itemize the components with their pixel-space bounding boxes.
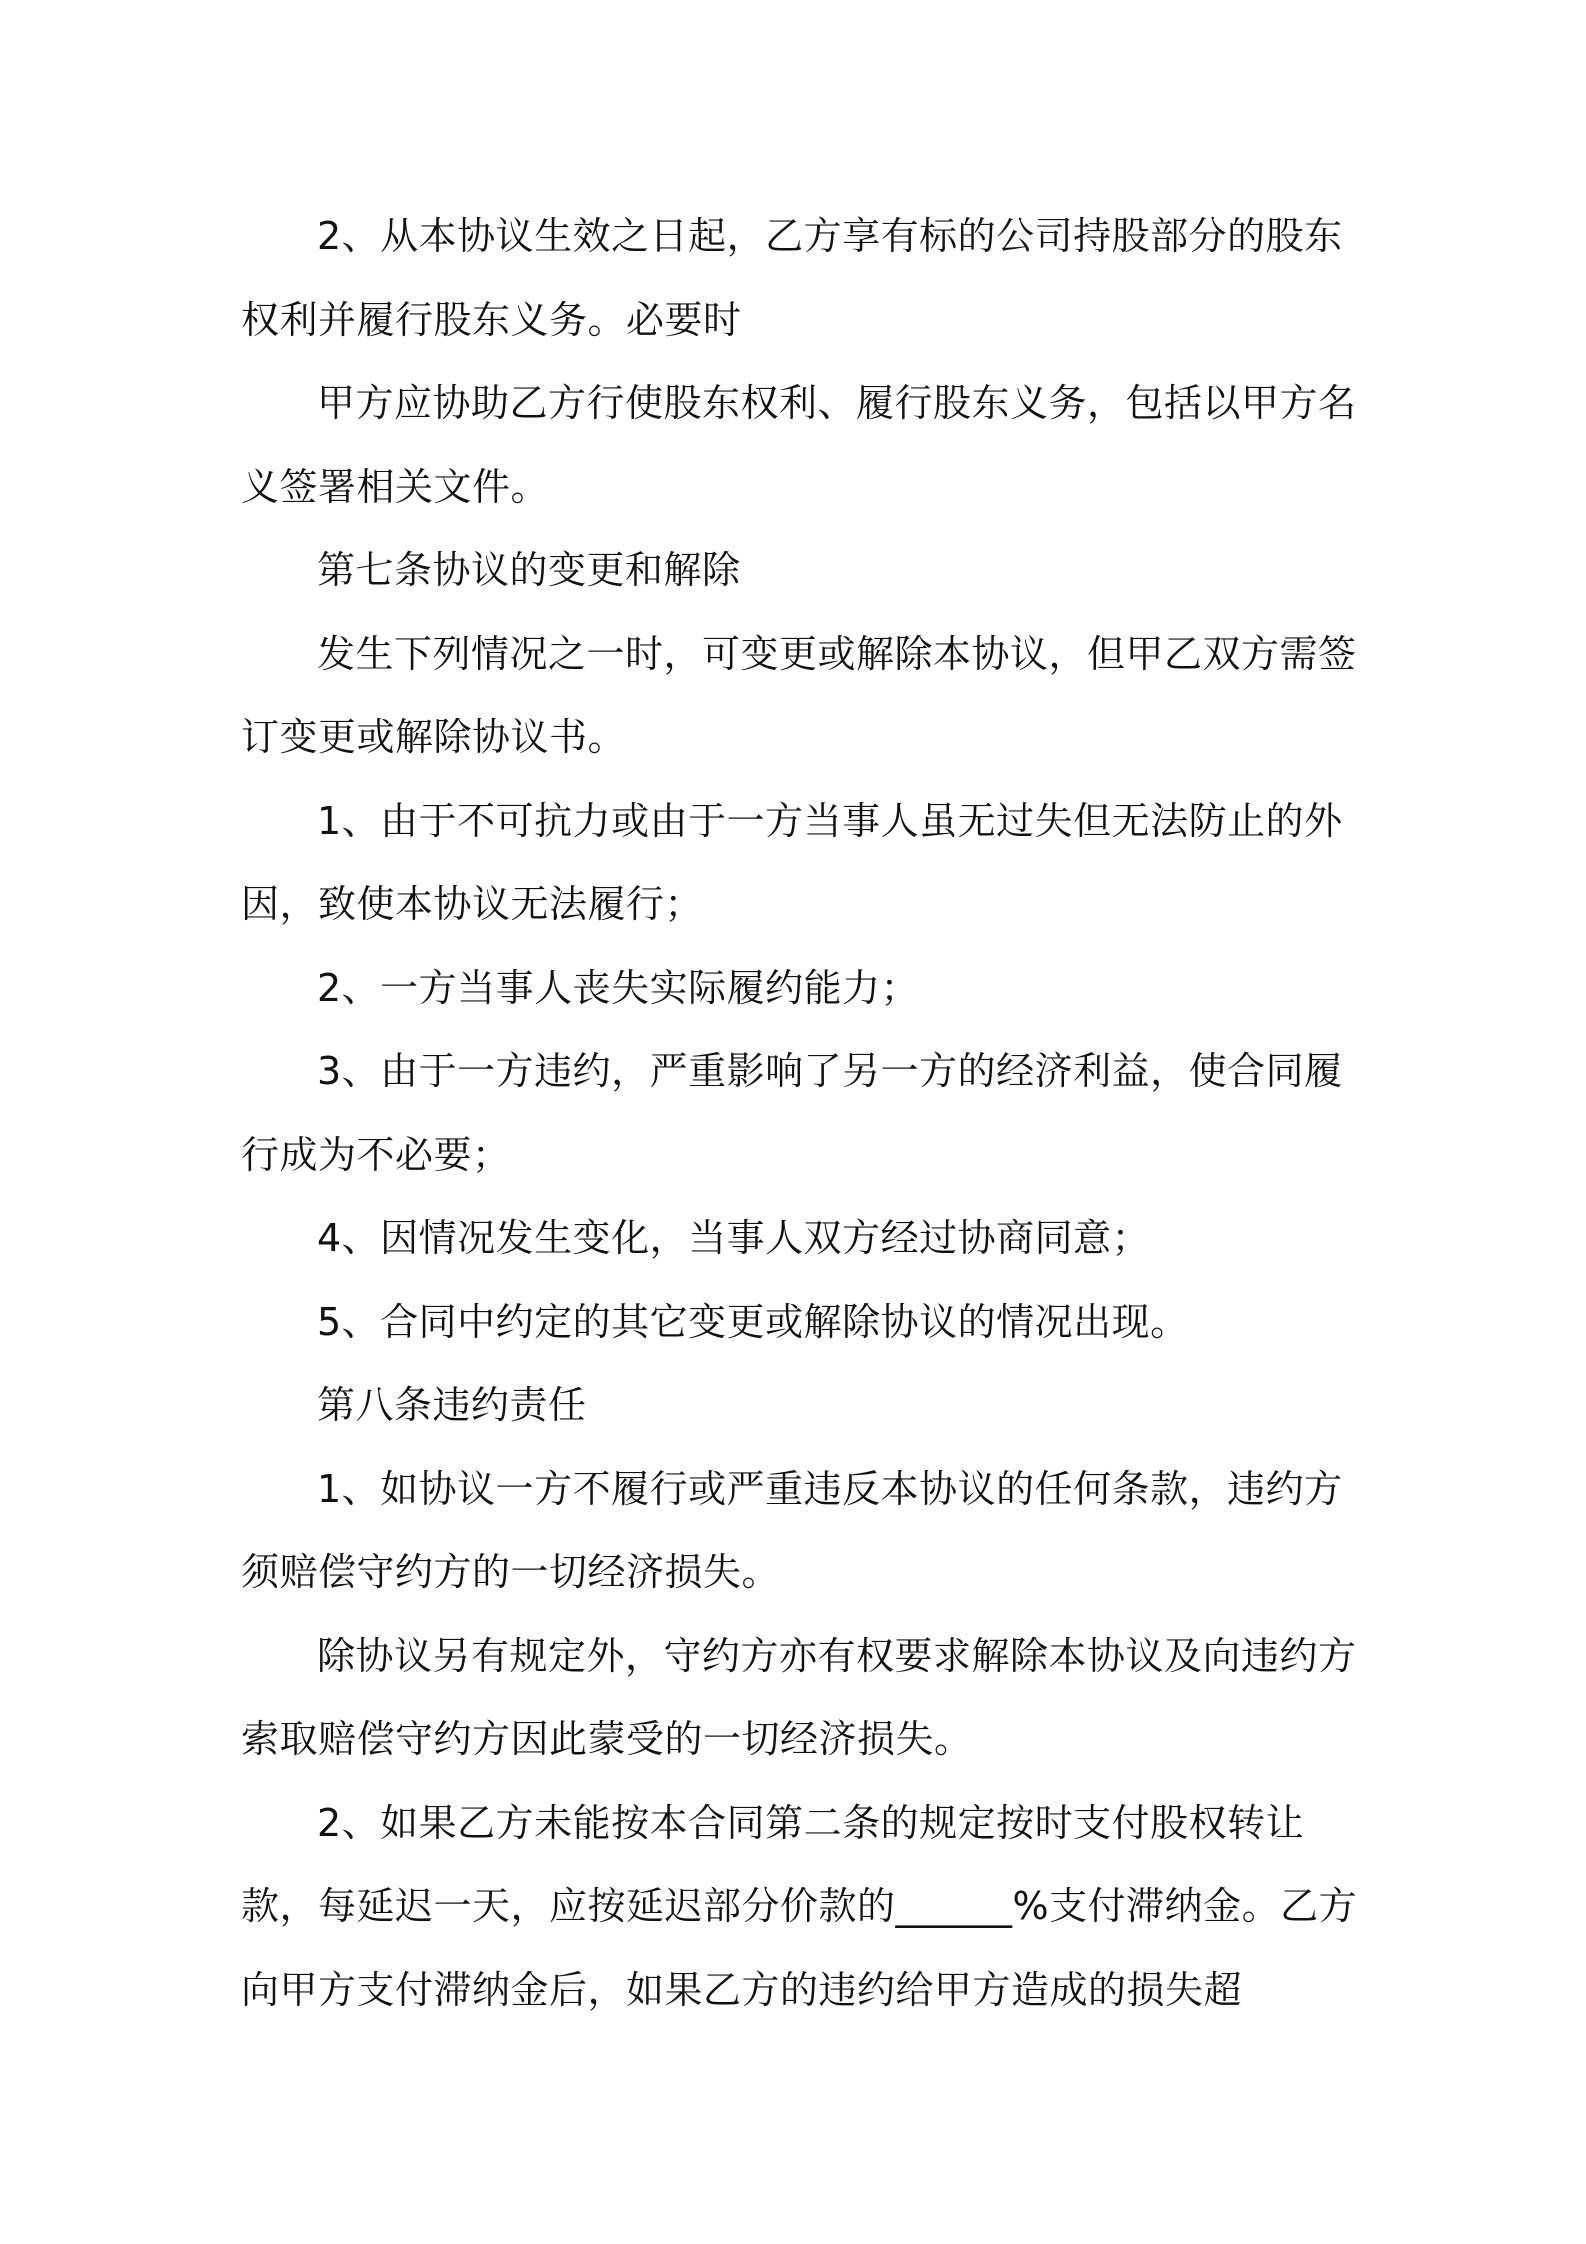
paragraph-2-shareholder-rights: 2、从本协议生效之日起，乙方享有标的公司持股部分的股东权利并履行股东义务。必要时 (241, 214, 1343, 342)
paragraph-force-majeure: 1、由于不可抗力或由于一方当事人虽无过失但无法防止的外因，致使本协议无法履行； (241, 798, 1343, 926)
paragraph-loss-capacity: 2、一方当事人丧失实际履约能力； (317, 965, 920, 1010)
paragraph-other-conditions: 5、合同中约定的其它变更或解除协议的情况出现。 (317, 1299, 1189, 1344)
paragraph-breach-impact: 3、由于一方违约，严重影响了另一方的经济利益，使合同履行成为不必要； (241, 1049, 1343, 1177)
heading-article-7: 第七条协议的变更和解除 (317, 548, 741, 592)
paragraph-termination-right: 除协议另有规定外，守约方亦有权要求解除本协议及向违约方索取赔偿守约方因此蒙受的一切经济损失。 (241, 1633, 1357, 1761)
paragraph-change-conditions: 发生下列情况之一时，可变更或解除本协议，但甲乙双方需签订变更或解除协议书。 (241, 631, 1357, 759)
paragraph-late-payment: 2、如果乙方未能按本合同第二条的规定按时支付股权转让款，每延迟一天，应按延迟部分价款的______%支付滞纳金。乙方向甲方支付滞纳金后，如果乙方的违约给甲方造成的损失超 (241, 1800, 1358, 2012)
paragraph-party-a-assist: 甲方应协助乙方行使股东权利、履行股东义务，包括以甲方名义签署相关文件。 (241, 381, 1357, 509)
document-page (241, 195, 1361, 2032)
paragraph-breach-compensation: 1、如协议一方不履行或严重违反本协议的任何条款，违约方须赔偿守约方的一切经济损失。 (241, 1466, 1343, 1594)
paragraph-mutual-consent: 4、因情况发生变化，当事人双方经过协商同意； (317, 1216, 1151, 1260)
heading-article-8: 第八条违约责任 (317, 1383, 587, 1427)
